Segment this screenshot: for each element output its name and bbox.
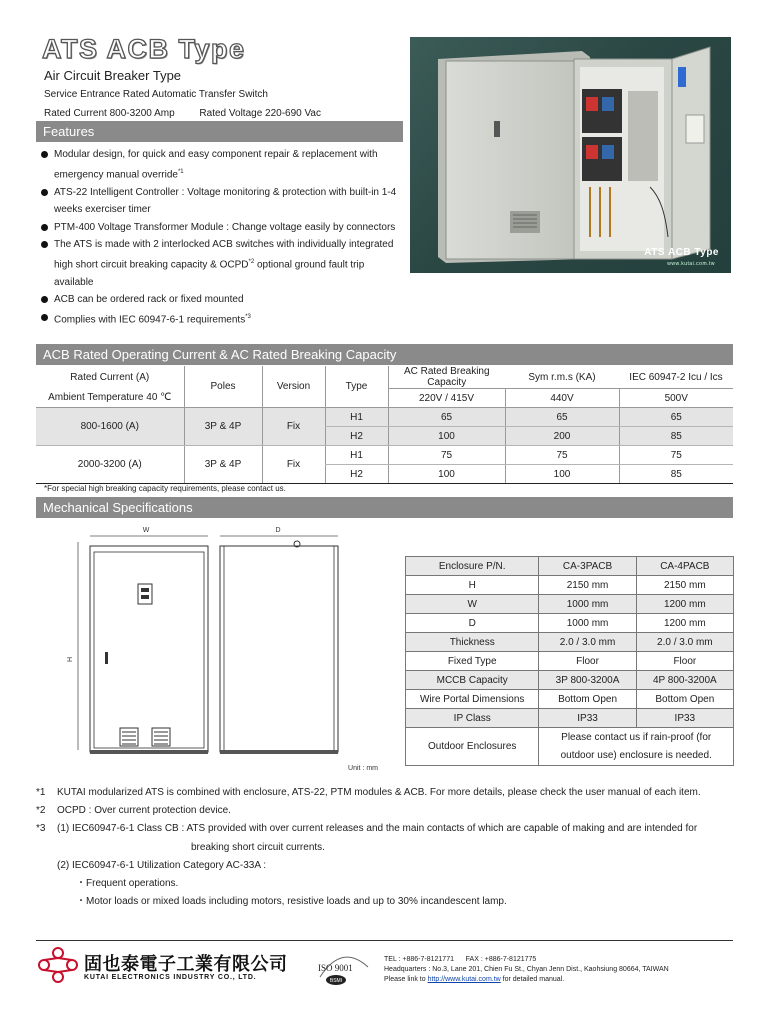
header-rated-current: Rated Current (A) — [70, 371, 150, 383]
spec-table — [405, 556, 734, 766]
feature-item: ACB can be ordered rack or fixed mounted — [40, 291, 400, 309]
footnote-3: *3 (1) IEC60947-6-1 Class CB : ATS provided with over current releases and the main contacts of which are capable of making and are intended for — [36, 823, 698, 835]
dim-w-label: W — [142, 527, 150, 534]
value-cell: 100 — [388, 465, 505, 484]
iso-9001-badge-icon — [312, 949, 372, 989]
bsmi-text: BSMI — [329, 978, 343, 984]
dim-d-label: D — [275, 527, 281, 534]
product-description: Service Entrance Rated Automatic Transfer Switch — [44, 89, 268, 100]
rated-values — [44, 108, 343, 119]
poles-cell: 3P & 4P — [184, 446, 262, 484]
website-link[interactable]: http://www.kutai.com.tw — [427, 976, 501, 983]
footnote-3-bullet: ・Frequent operations. — [76, 878, 179, 890]
header-ambient: Ambient Temperature 40 ℃ — [36, 389, 184, 408]
header-voltage-1: 220V / 415V — [388, 389, 505, 408]
value-cell: 100 — [388, 427, 505, 446]
mech-heading: Mechanical Specifications — [36, 497, 733, 518]
value-cell: 65 — [505, 408, 619, 427]
footnote-1: *1 KUTAI modularized ATS is combined with enclosure, ATS-22, PTM modules & ACB. For more details, please check the user manual of each item. — [36, 787, 701, 798]
table-row — [36, 446, 733, 465]
range-cell: 2000-3200 (A) — [36, 446, 184, 484]
page-subtitle: Air Circuit Breaker Type — [44, 68, 182, 83]
value-cell: 85 — [619, 465, 733, 484]
unit-label: Unit : mm — [348, 765, 378, 772]
footer-divider — [36, 940, 733, 941]
dim-h-label: H — [67, 656, 74, 662]
version-cell: Fix — [262, 408, 325, 446]
table-row: Wire Portal Dimensions Bottom Open Bottom Open — [406, 690, 734, 709]
value-cell: 100 — [505, 465, 619, 484]
value-cell: 75 — [505, 446, 619, 465]
table-row: MCCB Capacity 3P 800-3200A 4P 800-3200A — [406, 671, 734, 690]
feature-item: ATS-22 Intelligent Controller : Voltage monitoring & protection with built-in 1-4 weeks exerciser timer — [40, 184, 400, 219]
table-row: H 2150 mm 2150 mm — [406, 576, 734, 595]
company-name-cn: 固也泰電子工業有限公司 — [84, 954, 288, 974]
outdoor-label: Outdoor Enclosures — [406, 728, 539, 766]
photo-label: ATS ACB Type — [644, 247, 719, 258]
feature-item: Complies with IEC 60947-6-1 requirements$^{*3}$ — [40, 309, 400, 329]
table-row — [406, 728, 734, 766]
table-row: W 1000 mm 1200 mm — [406, 595, 734, 614]
enclosure-drawing — [60, 522, 380, 774]
feature-item: Modular design, for quick and easy component repair & replacement with emergency manual override$^{*1}$ — [40, 146, 400, 184]
range-cell: 800-1600 (A) — [36, 408, 184, 446]
table-row — [36, 408, 733, 427]
type-cell: H1 — [325, 446, 388, 465]
company-logo-icon — [36, 945, 80, 985]
version-cell: Fix — [262, 446, 325, 484]
footnote-3-sub: (2) IEC60947-6-1 Utilization Category AC-33A : — [57, 859, 266, 871]
footnote-3-cont: breaking short circuit currents. — [191, 841, 325, 853]
table-row: Fixed Type Floor Floor — [406, 652, 734, 671]
acb-note: *For special high breaking capacity requirements, please contact us. — [44, 484, 286, 493]
cabinet-illustration — [410, 37, 731, 273]
contact-address: Headquarters : No.3, Lane 201, Chien Fu St., Chyan Jenn Dist., Kaohsiung 80664, TAIWAN — [384, 966, 669, 973]
table-row: D 1000 mm 1200 mm — [406, 614, 734, 633]
value-cell: 65 — [388, 408, 505, 427]
contact-phone: TEL : +886-7-8121771 FAX : +886-7-8121775 — [384, 956, 537, 963]
header-version: Version — [262, 366, 325, 408]
value-cell: 65 — [619, 408, 733, 427]
company-name-en: KUTAI ELECTRONICS INDUSTRY CO., LTD. — [84, 974, 257, 981]
features-heading: Features — [36, 121, 403, 142]
iso-text: ISO 9001 — [318, 963, 353, 973]
page-title: ATS ACB Type — [42, 34, 246, 64]
value-cell: 75 — [619, 446, 733, 465]
value-cell: 85 — [619, 427, 733, 446]
product-photo — [410, 37, 731, 273]
contact-block — [384, 955, 669, 985]
table-row: Enclosure P/N. CA-3PACB CA-4PACB — [406, 557, 734, 576]
header-iec: IEC 60947-2 Icu / Ics — [619, 366, 733, 389]
rated-current: Rated Current 800-3200 Amp — [44, 108, 175, 119]
outdoor-note: Please contact us if rain-proof (for outdoor use) enclosure is needed. — [539, 728, 734, 766]
footnote-2: *2 OCPD : Over current protection device. — [36, 805, 231, 817]
header-sym-rms: Sym r.m.s (KA) — [505, 366, 619, 389]
feature-item: PTM-400 Voltage Transformer Module : Change voltage easily by connectors — [40, 219, 400, 237]
contact-link-line: Please link to http://www.kutai.com.tw for detailed manual. — [384, 976, 565, 983]
type-cell: H2 — [325, 465, 388, 484]
table-row: IP Class IP33 IP33 — [406, 709, 734, 728]
value-cell: 200 — [505, 427, 619, 446]
rated-voltage: Rated Voltage 220-690 Vac — [199, 108, 321, 119]
photo-url: www.kutai.com.tw — [667, 261, 715, 267]
table-row: Thickness 2.0 / 3.0 mm 2.0 / 3.0 mm — [406, 633, 734, 652]
type-cell: H2 — [325, 427, 388, 446]
footnote-3-bullet: ・Motor loads or mixed loads including motors, resistive loads and up to 30% incandescent lamp. — [76, 896, 507, 908]
value-cell: 75 — [388, 446, 505, 465]
type-cell: H1 — [325, 408, 388, 427]
header-breaking-capacity: AC Rated Breaking Capacity — [388, 366, 505, 389]
side-view — [220, 541, 338, 754]
footnotes — [36, 784, 736, 911]
header-poles: Poles — [184, 366, 262, 408]
poles-cell: 3P & 4P — [184, 408, 262, 446]
features-list — [40, 146, 400, 329]
acb-heading: ACB Rated Operating Current & AC Rated Breaking Capacity — [36, 344, 733, 365]
acb-table — [36, 366, 733, 484]
feature-item: The ATS is made with 2 interlocked ACB switches with individually integrated high short circuit breaking capacity & OCPD$^{*2}$ optional ground fault trip available — [40, 236, 400, 291]
header-type: Type — [325, 366, 388, 408]
header-voltage-3: 500V — [619, 389, 733, 408]
header-voltage-2: 440V — [505, 389, 619, 408]
front-view — [90, 546, 208, 754]
